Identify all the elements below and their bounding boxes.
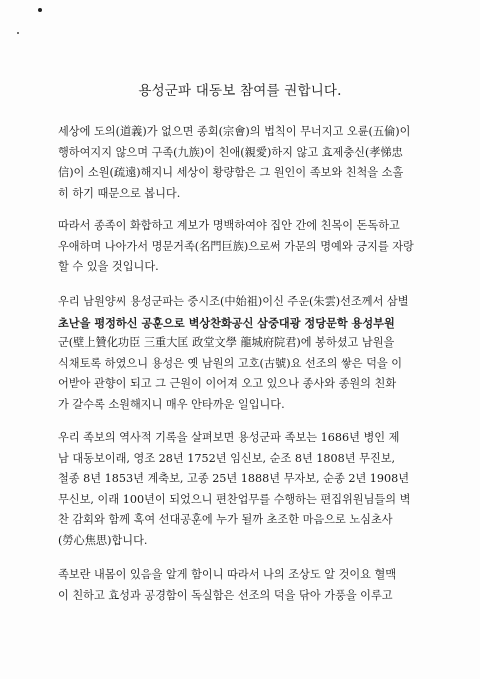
paragraph-line: 족보란 내몸이 있음을 알게 함이니 따라서 나의 조상도 알 것이요 혈맥 — [58, 568, 397, 581]
paragraph-line: 어받아 관향이 되고 그 근원이 이어져 오고 있으나 종사와 종원의 친화 — [58, 377, 397, 390]
paragraph-line: 이 친하고 효성과 공경함이 독실함은 선조의 덕을 닦아 가풍을 이루고 — [58, 588, 393, 602]
paragraph-2 — [58, 216, 438, 278]
scan-dot-mark-small — [17, 32, 19, 34]
paragraph-4 — [58, 428, 438, 551]
paragraph-line-emphasis: 초난을 평정하신 공훈으로 벽상찬화공신 삼중대광 정당문학 용성부원 — [58, 315, 395, 330]
paragraph-line: 행하여지지 않으며 구족(九族)이 친애(親愛)하지 않고 효제충신(孝悌忠 — [58, 145, 403, 159]
paragraph-5 — [58, 565, 438, 606]
paragraph-line: 식채토록 하였으니 용성은 옛 남원의 고호(古號)요 선조의 쌓은 덕을 이 — [58, 356, 403, 370]
paragraph-line: 가 갈수록 소원해지니 매우 안타까운 일입니다. — [58, 397, 285, 411]
paragraph-line: 세상에 도의(道義)가 없으면 종회(宗會)의 법칙이 무너지고 오륜(五倫)이 — [58, 125, 411, 138]
paragraph-1 — [58, 122, 438, 204]
paragraph-line: 우리 족보의 역사적 기록을 살펴보면 용성군파 족보는 1686년 병인 제 — [58, 431, 400, 444]
paragraph-line: 무신보, 이래 100년이 되었으니 편찬업무를 수행하는 편집위원님들의 벽 — [58, 492, 411, 506]
scan-dot-mark — [38, 8, 42, 12]
paragraph-3 — [58, 292, 438, 415]
paragraph-line: 히 하기 때문으로 봅니다. — [58, 186, 181, 200]
paragraph-line: 군(壁上贊化功臣 三重大匡 政堂文學 龍城府院君)에 봉하셨고 남원을 — [58, 336, 395, 349]
paragraph-line: 信)이 소원(疏遠)해지니 세상이 황량함은 그 원인이 족보와 친척을 소홀 — [58, 166, 404, 179]
paragraph-line: 남 대동보이래, 영조 28년 1752년 임신보, 순조 8년 1808년 무진보, — [58, 451, 396, 465]
paragraph-line: 철종 8년 1853년 계축보, 고종 25년 1888년 무자보, 순종 2년 1908년 — [58, 472, 410, 485]
paragraph-line: 우애하며 나아가서 명문거족(名門巨族)으로써 가문의 명예와 긍지를 자랑 — [58, 239, 414, 253]
paragraph-line: 우리 남원양씨 용성군파는 중시조(中始祖)이신 주운(朱雲)선조께서 삼별 — [58, 295, 409, 308]
page-title: 용성군파 대동보 참여를 권합니다. — [138, 83, 342, 99]
paragraph-line: (勞心焦思)합니다. — [58, 533, 148, 547]
paragraph-line: 할 수 있을 것입니다. — [58, 260, 159, 273]
paragraph-line: 따라서 종족이 화합하고 계보가 명백하여야 집안 간에 친목이 돈독하고 — [58, 219, 400, 232]
paragraph-line: 찬 감회와 함께 혹여 선대공훈에 누가 될까 초조한 마음으로 노심초사 — [58, 513, 393, 526]
